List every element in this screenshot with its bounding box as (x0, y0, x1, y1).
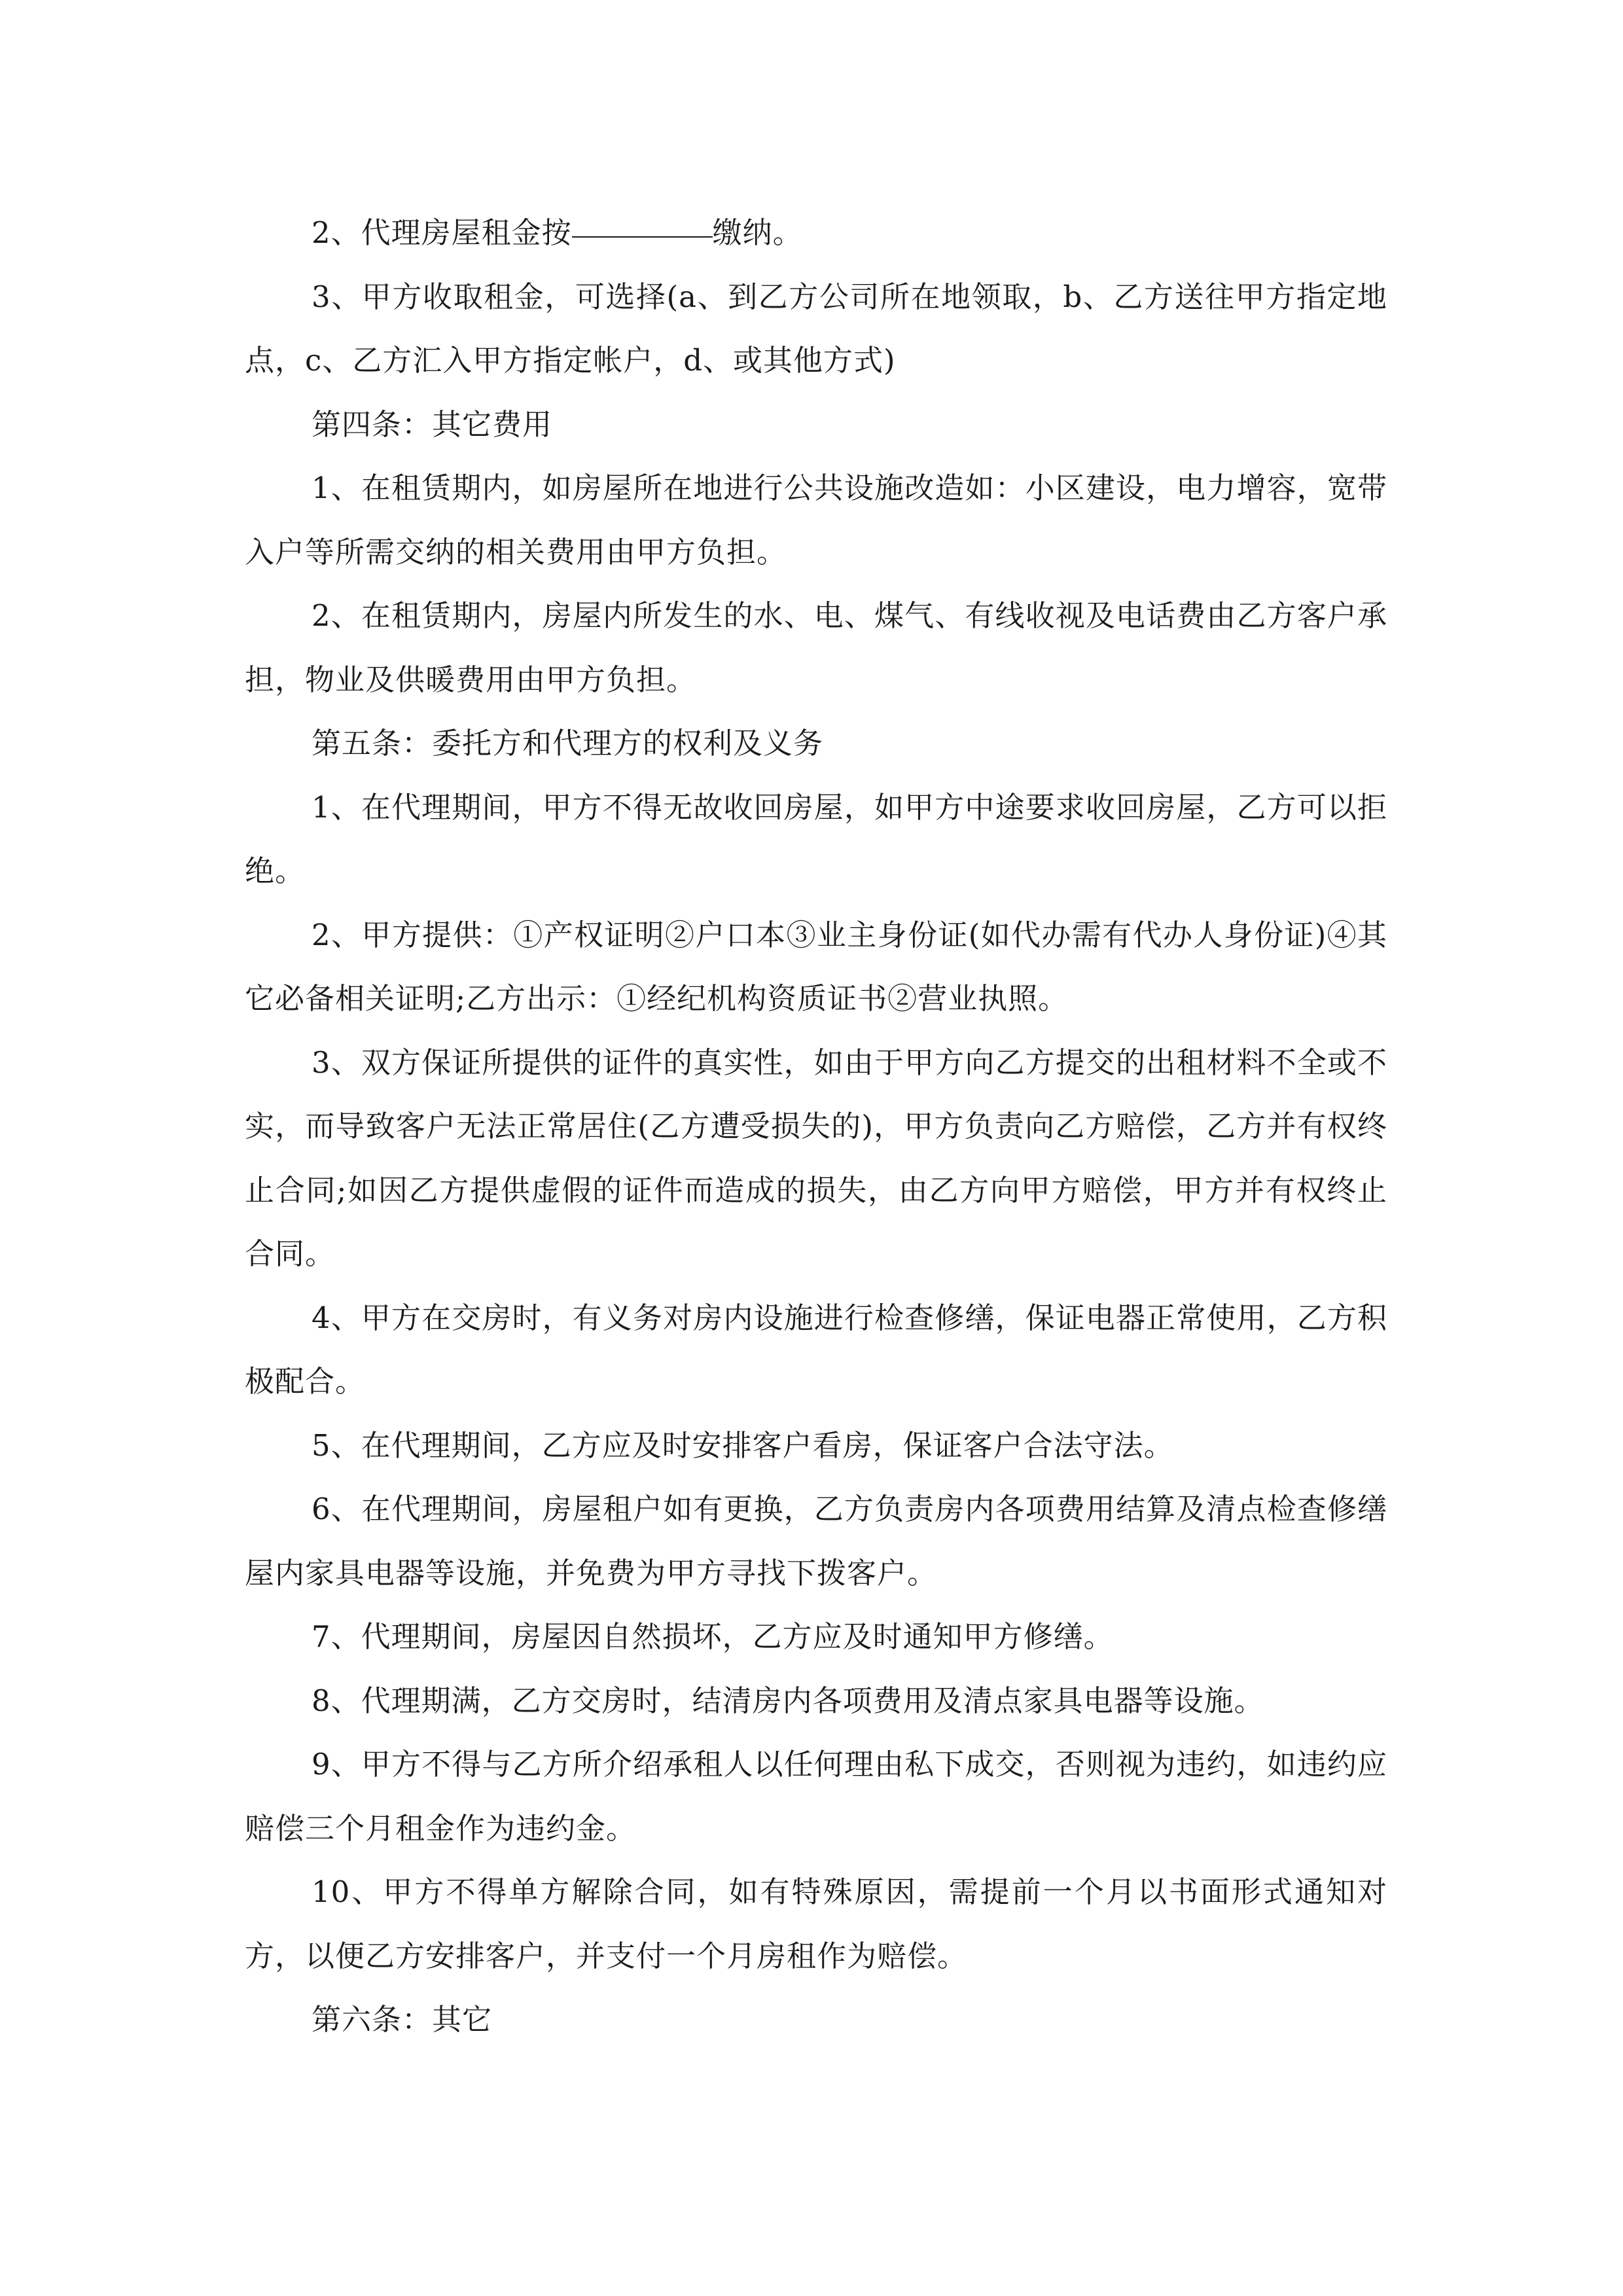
article-5-item-1: 1、在代理期间，甲方不得无故收回房屋，如甲方中途要求收回房屋，乙方可以拒绝。 (245, 789, 1387, 888)
article-5-item-6: 6、在代理期间，房屋租户如有更换，乙方负责房内各项费用结算及清点检查修缮屋内家具电器等设施，并免费为甲方寻找下拨客户。 (245, 1492, 1387, 1590)
clause-3-item-3: 3、甲方收取租金，可选择(a、到乙方公司所在地领取，b、乙方送往甲方指定地点，c、乙方汇入甲方指定帐户，d、或其他方式) (245, 279, 1387, 378)
article-4-item-1: 1、在租赁期内，如房屋所在地进行公共设施改造如：小区建设，电力增容，宽带入户等所需交纳的相关费用由甲方负担。 (245, 471, 1387, 569)
article-6-heading: 第六条：其它 (312, 2002, 493, 2037)
document-body (245, 201, 1387, 2052)
article-4-item-2: 2、在租赁期内，房屋内所发生的水、电、煤气、有线收视及电话费由乙方客户承担，物业及供暖费用由甲方负担。 (245, 598, 1387, 697)
article-5-item-3: 3、双方保证所提供的证件的真实性，如由于甲方向乙方提交的出租材料不全或不实，而导致客户无法正常居住(乙方遭受损失的)，甲方负责向乙方赔偿，乙方并有权终止合同;如因乙方提供虚假的证件而造成的损失，由乙方向甲方赔偿，甲方并有权终止合同。 (245, 1045, 1387, 1271)
article-5-item-10: 10、甲方不得单方解除合同，如有特殊原因，需提前一个月以书面形式通知对方，以便乙方安排客户，并支付一个月房租作为赔偿。 (245, 1874, 1387, 1973)
clause-3-item-2-after: 缴纳。 (712, 215, 803, 250)
article-5-item-4: 4、甲方在交房时，有义务对房内设施进行检查修缮，保证电器正常使用，乙方积极配合。 (245, 1300, 1387, 1399)
article-5-item-5: 5、在代理期间，乙方应及时安排客户看房，保证客户合法守法。 (312, 1427, 1174, 1463)
article-5-item-9: 9、甲方不得与乙方所介绍承租人以任何理由私下成交，否则视为违约，如违约应赔偿三个月租金作为违约金。 (245, 1747, 1387, 1846)
article-5-item-7: 7、代理期间，房屋因自然损坏，乙方应及时通知甲方修缮。 (312, 1619, 1114, 1654)
article-5-heading: 第五条：委托方和代理方的权利及义务 (312, 726, 824, 761)
clause-3-item-2-before: 2、代理房屋租金按 (312, 215, 572, 250)
article-5-item-2: 2、甲方提供：①产权证明②户口本③业主身份证(如代办需有代办人身份证)④其它必备相关证明;乙方出示：①经纪机构资质证书②营业执照。 (245, 917, 1387, 1016)
article-5-item-8: 8、代理期满，乙方交房时，结清房内各项费用及清点家具电器等设施。 (312, 1683, 1264, 1718)
clause-3-item-2 (245, 201, 1387, 265)
article-4-heading: 第四条：其它费用 (312, 406, 553, 442)
payment-method-blank (572, 236, 713, 238)
